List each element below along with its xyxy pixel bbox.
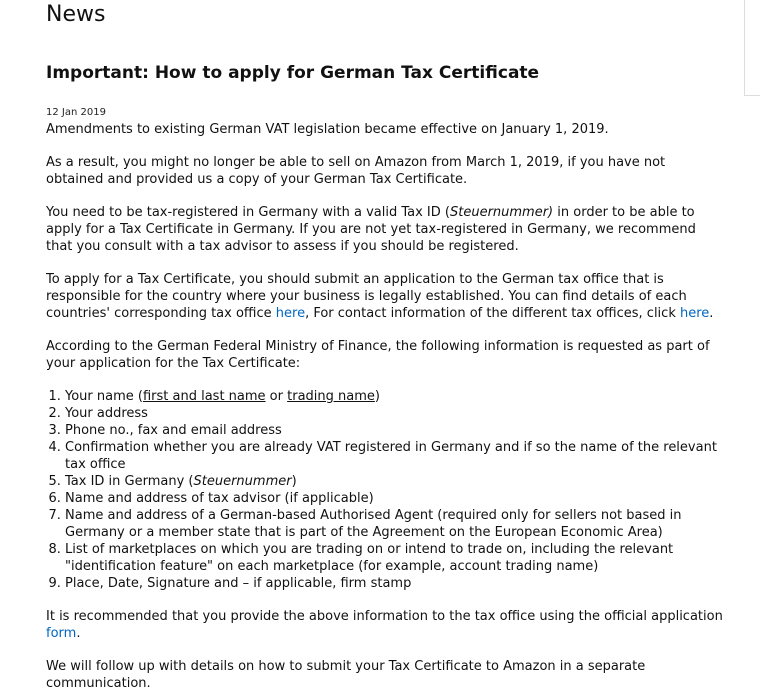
text-segment: in order to be able to apply for a Tax Certificate in Germany. If you are not yet tax-registered in Germany, we recommend that you consult with a tax advisor to assess if you should be registered.: [46, 205, 696, 254]
list-item: [65, 473, 726, 490]
list-item: [65, 388, 726, 405]
list-item: 9. Place, Date, Signature and – if applicable, firm stamp: [65, 575, 726, 592]
paragraph-tax-registration: [46, 204, 726, 255]
text-segment: .: [76, 626, 81, 641]
page-title: News: [46, 2, 106, 27]
application-form-link[interactable]: form: [46, 626, 77, 641]
list-item: 7. Name and address of a German-based Authorised Agent (required only for sellers not based in Germany or a member state that is part of the Agreement on the European Economic Area): [65, 507, 726, 541]
text-segment: ): [291, 474, 297, 489]
right-panel-border: [744, 0, 760, 96]
text-segment: You need to be tax-registered in Germany with a valid Tax ID (: [46, 205, 450, 220]
paragraph-follow-up: We will follow up with details on how to submit your Tax Certificate to Amazon in a separate communication.: [46, 659, 646, 691]
list-item: 6. Name and address of tax advisor (if applicable): [65, 490, 726, 507]
trading-name-link[interactable]: trading name: [287, 389, 375, 404]
emphasis-steuernummer: Steuernummer: [193, 474, 292, 489]
emphasis-steuernummer: Steuernummer): [449, 205, 554, 220]
text-segment: Your name (: [65, 389, 143, 404]
list-item: 8. List of marketplaces on which you are trading on or intend to trade on, including the relevant "identification feature" on each marketplace (for example, account trading name): [65, 541, 726, 575]
paragraph-vat-amendments: Amendments to existing German VAT legislation became effective on January 1, 2019.: [46, 122, 609, 137]
text-segment: or: [265, 389, 288, 404]
text-segment: ): [374, 389, 380, 404]
list-item: 2. Your address: [65, 405, 726, 422]
paragraph-recommendation: [46, 608, 726, 642]
text-segment: It is recommended that you provide the above information to the tax office using the official application: [46, 609, 723, 624]
text-segment: Tax ID in Germany (: [65, 474, 194, 489]
list-item: 3. Phone no., fax and email address: [65, 422, 726, 439]
list-item: 4. Confirmation whether you are already VAT registered in Germany and if so the name of the relevant tax office: [65, 439, 726, 473]
text-segment: .: [709, 306, 714, 321]
article-title: Important: How to apply for German Tax Certificate: [46, 63, 540, 83]
article-date: 12 Jan 2019: [46, 107, 106, 118]
paragraph-consequence: As a result, you might no longer be able to sell on Amazon from March 1, 2019, if you have not obtained and provided us a copy of your German Tax Certificate.: [46, 155, 666, 187]
text-segment: To apply for a Tax Certificate, you should submit an application to the German tax office that is responsible for the country where your business is legally established. You can find details of each countries' corresponding tax office: [46, 272, 687, 321]
first-last-name-link[interactable]: first and last name: [142, 389, 266, 404]
paragraph-ministry-requirements: According to the German Federal Ministry of Finance, the following information is requested as part of your application for the Tax Certificate:: [46, 339, 710, 371]
tax-office-details-link[interactable]: here: [275, 306, 306, 321]
requirements-list: [46, 388, 726, 592]
text-segment: , For contact information of the different tax offices, click: [305, 306, 680, 321]
paragraph-apply-instructions: [46, 271, 726, 322]
news-content: [46, 0, 726, 692]
tax-office-contact-link[interactable]: here: [679, 306, 710, 321]
